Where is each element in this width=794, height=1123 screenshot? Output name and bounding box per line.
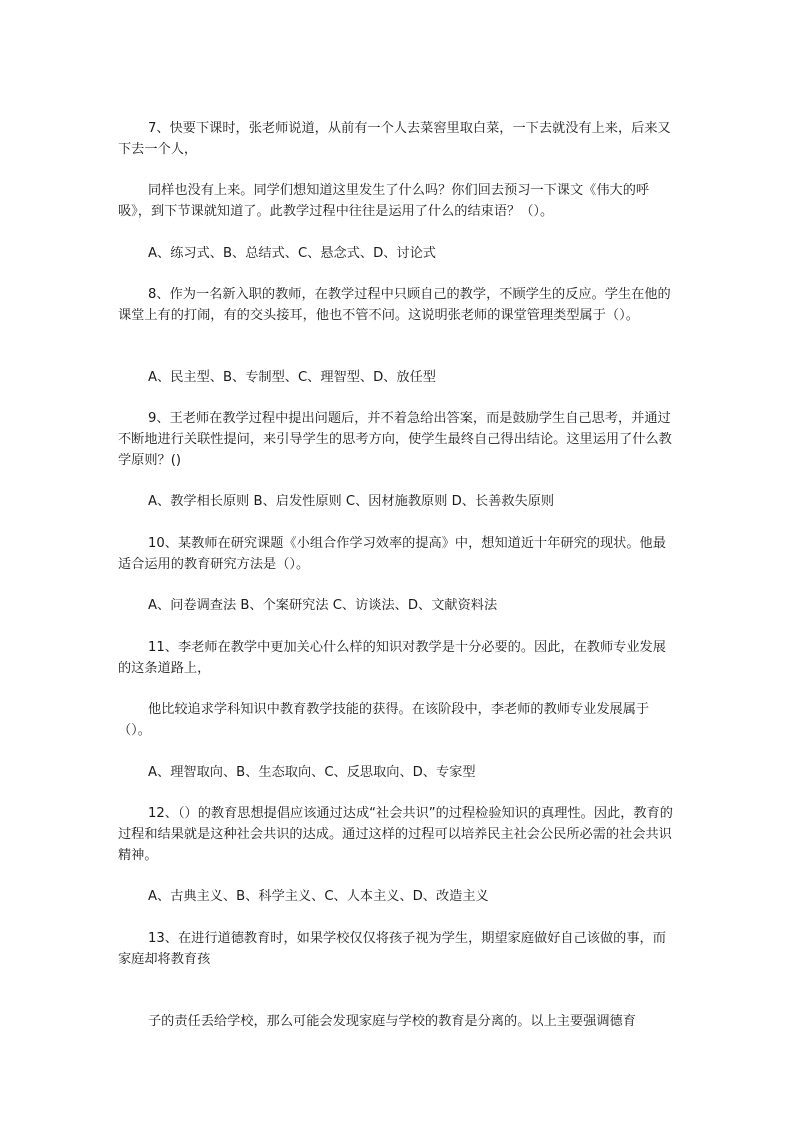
q13-stem-part2: 子的责任丢给学校，那么可能会发现家庭与学校的教育是分离的。以上主要强调德育 [148,1014,636,1029]
q7-options: A、练习式、B、总结式、C、悬念式、D、讨论式 [148,246,436,261]
q11-options: A、理智取向、B、生态取向、C、反思取向、D、专家型 [148,765,476,780]
q11-stem-part1: 11、李老师在教学中更加关心什么样的知识对教学是十分必要的。因此，在教师专业发展的这条道路上， [118,640,666,676]
q9-stem: 9、王老师在教学过程中提出问题后，并不着急给出答案，而是鼓励学生自己思考，并通过不断地进行关联性提问，来引导学生的思考方向，使学生最终自己得出结论。这里运用了什么教学原则？() [118,411,672,468]
q12-stem: 12、（）的教育思想提倡应该通过达成“社会共识”的过程检验知识的真理性。因此，教育的过程和结果就是这种社会共识的达成。通过这样的过程可以培养民主社会公民所必需的社会共识精神。 [118,806,673,863]
q8-stem: 8、作为一名新入职的教师，在教学过程中只顾自己的教学，不顾学生的反应。学生在他的课堂上有的打闹，有的交头接耳，他也不管不问。这说明张老师的课堂管理类型属于（）。 [118,287,671,323]
q10-stem: 10、某教师在研究课题《小组合作学习效率的提高》中，想知道近十年研究的现状。他最适合运用的教育研究方法是（）。 [118,536,666,572]
q10-options: A、问卷调查法 B、个案研究法 C、访谈法、D、文献资料法 [148,598,498,613]
q9-options: A、教学相长原则 B、启发性原则 C、因材施教原则 D、长善救失原则 [148,494,555,509]
q8-options: A、民主型、B、专制型、C、理智型、D、放任型 [148,370,436,385]
q12-options: A、古典主义、B、科学主义、C、人本主义、D、改造主义 [148,889,489,904]
q7-stem-part1: 7、快要下课时，张老师说道，从前有一个人去菜窖里取白菜，一下去就没有上来，后来又下去一个人， [118,121,671,157]
q11-stem-part2: 他比较追求学科知识中教育教学技能的获得。在该阶段中，李老师的教师专业发展属于（）。 [118,702,650,738]
q13-stem-part1: 13、在进行道德教育时，如果学校仅仅将孩子视为学生，期望家庭做好自己该做的事，而家庭却将教育孩 [118,931,666,967]
q7-stem-part2: 同样也没有上来。同学们想知道这里发生了什么吗？你们回去预习一下课文《伟大的呼吸》，到下节课就知道了。此教学过程中往往是运用了什么的结束语？（）。 [118,183,650,219]
